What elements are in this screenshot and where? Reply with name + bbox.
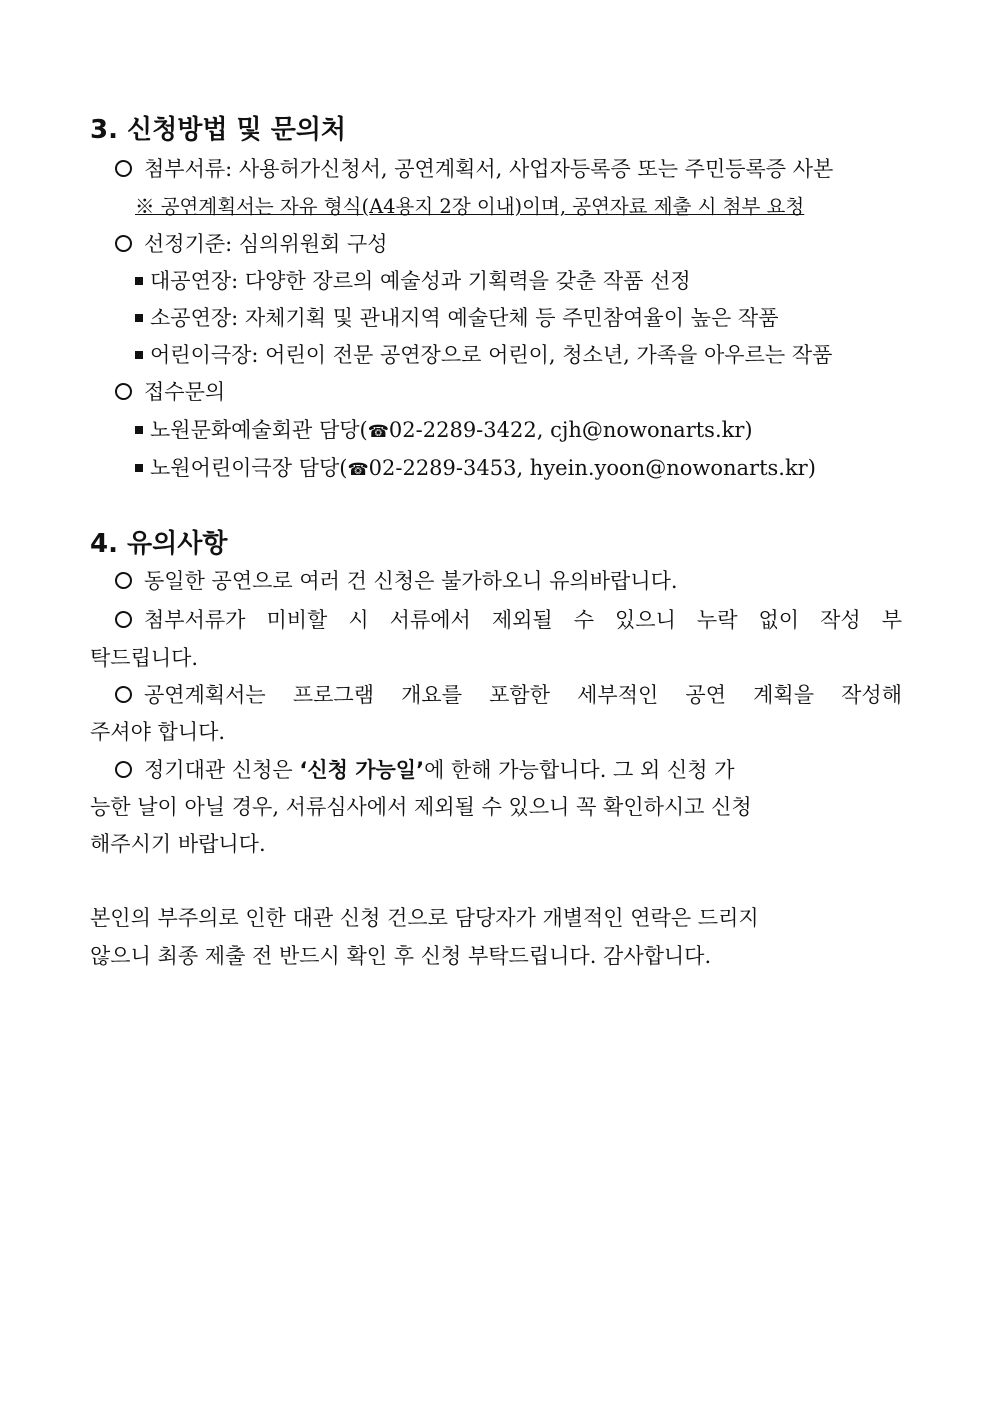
attachments-item [115, 154, 833, 184]
contact-detail: 02-2289-3453, hyein.yoon@nowonarts.kr) [368, 456, 816, 480]
square-bullet-icon [135, 277, 143, 285]
criteria-text: 선정기준: 심의위원회 구성 [144, 232, 388, 256]
circle-bullet-icon [115, 572, 132, 589]
notice-continuation: 탁드립니다. [90, 646, 199, 670]
notice-text: 에 한해 가능합니다. 그 외 신청 가 [424, 758, 735, 782]
square-bullet-icon [135, 426, 143, 434]
criteria-sub-text: 대공연장: 다양한 장르의 예술성과 기획력을 갖춘 작품 선정 [150, 269, 691, 293]
notice-text: 정기대관 신청은 [144, 758, 300, 782]
criteria-sub-item [135, 303, 778, 333]
square-bullet-icon [135, 464, 143, 472]
closing-line: 않으니 최종 제출 전 반드시 확인 후 신청 부탁드립니다. 감사합니다. [90, 944, 712, 968]
notice-continuation: 능한 날이 아닐 경우, 서류심사에서 제외될 수 있으니 꼭 확인하시고 신청 [90, 795, 752, 819]
contact-name: 노원문화예술회관 담당( [150, 418, 368, 442]
circle-bullet-icon [115, 611, 132, 628]
criteria-item [115, 229, 388, 259]
inquiry-item [115, 377, 225, 407]
notice-text: 동일한 공연으로 여러 건 신청은 불가하오니 유의바랍니다. [144, 569, 678, 593]
attachments-note: ※ 공연계획서는 자유 형식(A4용지 2장 이내)이며, 공연자료 제출 시 첨부 요청 [135, 195, 805, 218]
emphasis-text: ‘신청 가능일’ [299, 758, 425, 782]
square-bullet-icon [135, 314, 143, 322]
circle-bullet-icon [115, 383, 132, 400]
attachments-text: 첨부서류: 사용허가신청서, 공연계획서, 사업자등록증 또는 주민등록증 사본 [144, 157, 834, 181]
notice-item [115, 566, 678, 596]
section-3-heading: 3. 신청방법 및 문의처 [90, 115, 347, 145]
phone-icon: ☎ [347, 460, 369, 480]
criteria-sub-item [135, 340, 832, 370]
square-bullet-icon [135, 351, 143, 359]
circle-bullet-icon [115, 235, 132, 252]
notice-continuation: 해주시기 바랍니다. [90, 832, 266, 856]
notice-text: 첨부서류가 미비할 시 서류에서 제외될 수 있으니 누락 없이 작성 부 [144, 608, 902, 632]
notice-continuation: 주셔야 합니다. [90, 720, 226, 744]
contact-detail: 02-2289-3422, cjh@nowonarts.kr) [388, 418, 753, 442]
notice-item [115, 680, 902, 710]
section-4-heading: 4. 유의사항 [90, 529, 228, 559]
contact-name: 노원어린이극장 담당( [150, 456, 348, 480]
criteria-sub-text: 소공연장: 자체기획 및 관내지역 예술단체 등 주민참여율이 높은 작품 [150, 306, 779, 330]
criteria-sub-text: 어린이극장: 어린이 전문 공연장으로 어린이, 청소년, 가족을 아우르는 작품 [150, 343, 833, 367]
phone-icon: ☎ [367, 422, 389, 442]
contact-item [135, 415, 753, 447]
circle-bullet-icon [115, 160, 132, 177]
contact-item [135, 453, 816, 485]
criteria-sub-item [135, 266, 691, 296]
circle-bullet-icon [115, 686, 132, 703]
inquiry-text: 접수문의 [144, 380, 226, 404]
notice-item [115, 755, 735, 785]
notice-text: 공연계획서는 프로그램 개요를 포함한 세부적인 공연 계획을 작성해 [144, 683, 902, 707]
closing-line: 본인의 부주의로 인한 대관 신청 건으로 담당자가 개별적인 연락은 드리지 [90, 906, 759, 930]
notice-item [115, 605, 902, 635]
circle-bullet-icon [115, 761, 132, 778]
